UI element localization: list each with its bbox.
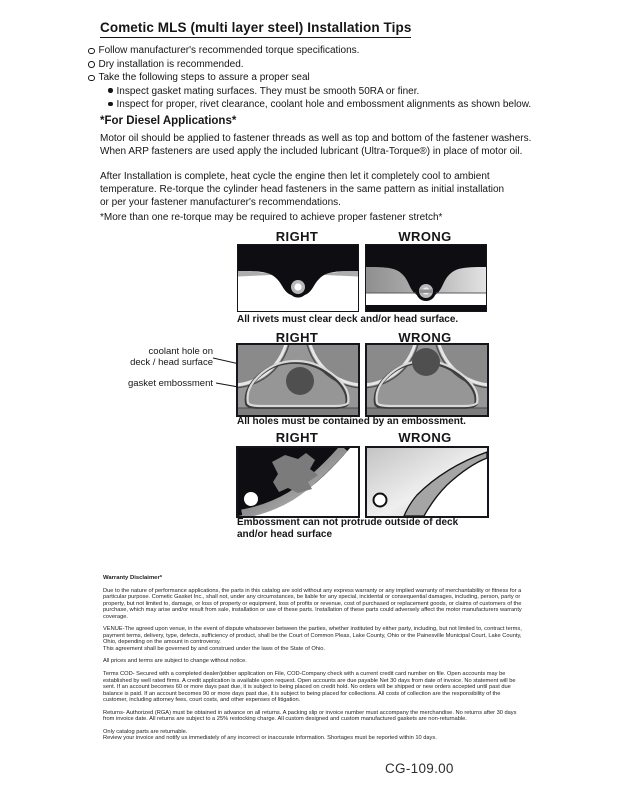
governing-law-clause: This agreement shall be governed by and construed under the laws of the State of Ohio. <box>103 645 325 652</box>
warranty-body: Due to the nature of performance applications, the parts in this catalog are sold without any express warranty or any implied warranty of merchantability or fitness for a particular purpose. Cometic Gasket Inc., shall not, under any circumstances, be liable for any special, incidental or consequential damages, including, person, party or property, but not limited to, damage, or loss of property or equipment, loss of profits or revenue, cost of purchased or replacement goods, or claims of customers of the purchase, which may arise and/or result from sale, installation or use of these parts. Installation of these parts could adversely affect the motor manufacturers warranty coverage. <box>103 587 522 620</box>
rivet-right-illustration <box>238 245 358 311</box>
dot-bullet-icon <box>108 88 113 93</box>
coolant-hole-label <box>118 346 213 368</box>
retorque-note: *More than one re-torque may be required to achieve proper fastener stretch* <box>100 212 443 223</box>
invoice-review-note: Review your invoice and notify us immediately of any incorrect or inaccurate information. Shortages must be reported within 10 days. <box>103 735 437 742</box>
rivet-wrong-illustration <box>366 245 486 311</box>
diesel-paragraph-1 <box>100 132 531 158</box>
paragraph-line: Motor oil should be applied to fastener threads as well as top and bottom of the fastener washers. <box>100 133 532 144</box>
wrong-header: WRONG <box>398 330 452 345</box>
paragraph-line: When ARP fasteners are used apply the included lubricant (Ultra-Torque®) in place of motor oil. <box>100 146 523 157</box>
label-line: coolant hole on <box>148 346 213 357</box>
terms-cod-clause: Terms COD- Secured with a completed dealer/jobber application on File, COD-Company check with a current credit card number on file. Open accounts may be established by well rated firms. A credit application is available upon request. Open accounts are due payable Net 30 days from date of invoice. No statement will be sent. If an account becomes 60 or more days past due, it is subject to being placed on credit hold. No orders will be shipped or new orders accepted until past due balance is paid. If an account becomes 90 or more days past due, it is subject to being placed for collections. All costs of collection are the responsibility of the customer, including attorney fees, court costs, and other expenses of litigation. <box>103 671 516 704</box>
list-item-text: Dry installation is recommended. <box>98 58 244 70</box>
embossment-wrong-diagram <box>365 446 489 518</box>
list-item <box>88 71 531 85</box>
list-item <box>108 98 531 112</box>
installation-tips-list <box>88 44 531 112</box>
caption-line: and/or head surface <box>237 528 333 540</box>
caption-line: Embossment can not protrude outside of deck <box>237 517 459 528</box>
wrong-header: WRONG <box>398 229 452 244</box>
rivets-caption: All rivets must clear deck and/or head surface. <box>237 314 459 325</box>
circle-bullet-icon <box>88 75 95 82</box>
embossment-right-illustration <box>238 448 358 516</box>
list-item-text: Inspect for proper, rivet clearance, coolant hole and embossment alignments as shown below. <box>116 99 532 110</box>
list-item <box>88 44 531 58</box>
bolt-hole <box>374 494 387 507</box>
list-item-text: Inspect gasket mating surfaces. They must be smooth 50RA or finer. <box>116 85 420 97</box>
holes-right-diagram <box>236 343 360 417</box>
circle-bullet-icon <box>88 48 95 55</box>
diesel-heading: *For Diesel Applications* <box>100 115 237 127</box>
list-item <box>88 58 531 72</box>
dot-bullet-icon <box>108 102 113 107</box>
bolt-hole <box>244 492 258 506</box>
page-title: Cometic MLS (multi layer steel) Installation Tips <box>100 20 411 38</box>
embossment-right-diagram <box>236 446 360 518</box>
prices-notice: All prices and terms are subject to change without notice. <box>103 658 247 665</box>
diesel-paragraph-2 <box>100 170 504 209</box>
paragraph-line: temperature. Re-torque the cylinder head fasteners in the same pattern as initial installation <box>100 184 505 195</box>
warranty-heading: Warranty Disclaimer* <box>103 575 163 581</box>
gasket-embossment-label: gasket embossment <box>127 378 213 389</box>
rivet-wrong-diagram <box>365 244 487 312</box>
holes-wrong-diagram <box>365 343 489 417</box>
holes-right-illustration <box>238 345 358 415</box>
wrong-header: WRONG <box>398 430 452 445</box>
right-header: RIGHT <box>275 330 319 345</box>
embossment-wrong-illustration <box>367 448 487 516</box>
returns-clause: Returns- Authorized (RGA) must be obtained in advance on all returns. A packing slip or invoice number must accompany the merchandise. No returns after 30 days from invoice date. All returns are subject to a 25% restocking charge. All custom designed and custom manufactured gaskets are non-returnable. <box>103 709 517 723</box>
label-line: deck / head surface <box>130 357 213 368</box>
list-item-text: Follow manufacturer's recommended torque specifications. <box>98 45 360 56</box>
holes-wrong-illustration <box>367 345 487 415</box>
list-item-text: Take the following steps to assure a proper seal <box>98 72 310 83</box>
coolant-hole <box>412 348 440 376</box>
rivet-right-diagram <box>237 244 359 312</box>
coolant-hole <box>286 367 314 395</box>
right-header: RIGHT <box>275 229 319 244</box>
catalog-parts-note: Only catalog parts are returnable. <box>103 728 188 735</box>
list-item <box>108 85 531 99</box>
circle-bullet-icon <box>88 61 95 68</box>
paragraph-line: or per your fastener manufacturer's recommendations. <box>100 197 341 208</box>
page-number: CG-109.00 <box>385 761 454 776</box>
holes-caption: All holes must be contained by an embossment. <box>237 416 466 427</box>
paragraph-line: After Installation is complete, heat cycle the engine then let it completely cool to ambient <box>100 171 490 182</box>
legal-fine-print <box>103 575 524 742</box>
venue-clause: VENUE-The agreed upon venue, in the event of dispute whatsoever between the parties, whether instituted by either party, including, but not limited to, contract terms, payment terms, delivery, type, defects, sufficiency of product, shall be the Court of Common Pleas, Lake County, Ohio or the Painesville Municipal Court, Lake County, Ohio, depending on the amount in controversy. <box>103 626 522 646</box>
right-header: RIGHT <box>275 430 319 445</box>
embossment-caption <box>237 517 458 540</box>
